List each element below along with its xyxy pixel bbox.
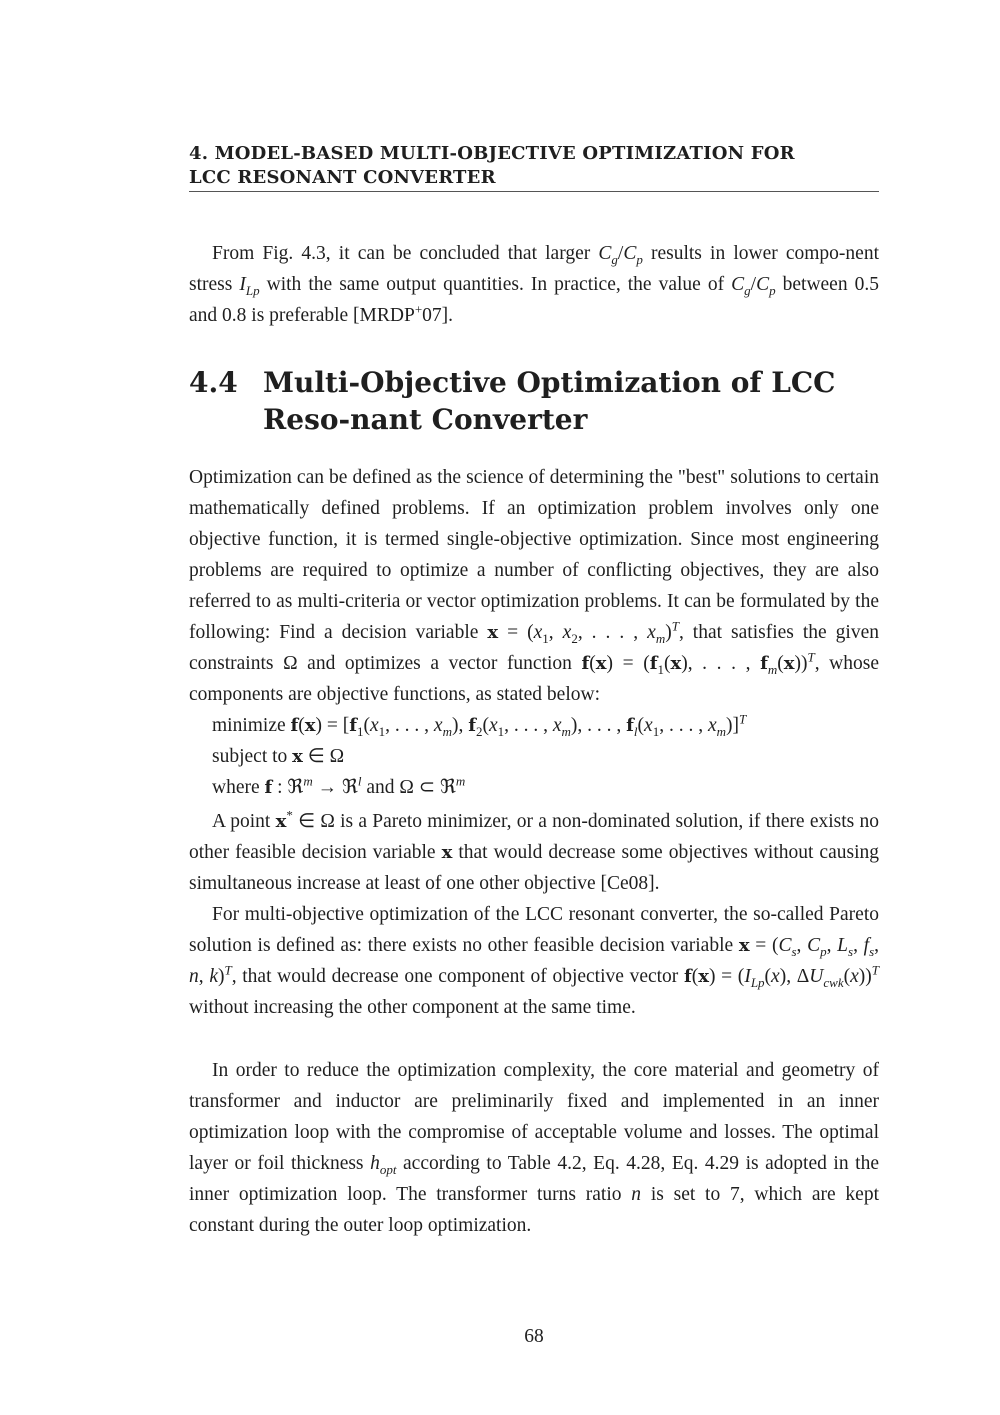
- intro-paragraph: From Fig. 4.3, it can be concluded that larger $C_g/C_p$ results in lower compo-nent stress $I_{Lp}$ with the same output quantities. In practice, the value of $C_g/C_p$ between 0.5 and 0.8 is preferable [MRDP+07].: [189, 243, 879, 326]
- math-x: x: [441, 842, 453, 863]
- page: [189, 0, 879, 1415]
- math-objective-vector: $f(x) = (I_{Lp}(x)$, $\Delta U_{cwk}(x))^T$: [683, 962, 879, 990]
- subject-to-statement: subject to x ∈ Ω: [212, 746, 345, 767]
- section-title: Multi-Objective Optimization of LCC Reso-nant Converter: [263, 366, 836, 436]
- section-number: 4.4: [189, 366, 238, 399]
- math-n: n: [631, 1184, 642, 1205]
- running-header-line-1: 4. MODEL-BASED MULTI-OBJECTIVE OPTIMIZATION FOR: [189, 143, 795, 164]
- body-paragraph: For multi-objective optimization of the LCC resonant converter, the so-called Pareto solution is defined as: there exists no other feasible decision variable $x = (C_s$, $C_p$, $L_s$, $f_s$, n, k)$^T$, that would decrease one component of objective vector $f(x) = (I_{Lp}(x)$, $\Delta U_{cwk}(x))^T$ without increasing the other component at the same time.: [189, 904, 880, 1018]
- math-f-vector: $f(x) = (f_1(x)$, . . . , $f_m(x))^T$: [581, 649, 815, 677]
- math-ilp: $I_{Lp}$: [239, 274, 260, 298]
- running-header-line-2: LCC RESONANT CONVERTER: [189, 167, 496, 188]
- running-header: [189, 142, 879, 190]
- math-decision-vector: $x = (C_s$, $C_p$, $L_s$, $f_s$, n, k)$^T$: [189, 935, 880, 987]
- minimize-statement: minimize $f(x) = [f_1(x_1$, . . . , $x_m$), $f_2(x_1$, . . . , $x_m$), . . . , $f_l(x_1$, . . . , $x_m)]^T$: [212, 711, 747, 739]
- math-x-vector: $x = (x_1$, $x_2$, . . . , $x_m)^T$: [487, 618, 679, 646]
- math-cg-over-cp: $C_g/C_p$: [731, 274, 776, 298]
- where-statement: where f : ℜ$^m$ → ℜ$^l$ and Ω ⊂ ℜ$^m$: [212, 773, 466, 798]
- header-rule: [189, 191, 879, 192]
- page-number: 68: [524, 1326, 544, 1347]
- body-paragraph: In order to reduce the optimization complexity, the core material and geometry of transformer and inductor are preliminarily fixed and implemented in an inner optimization loop with the compromise of acceptable volume and losses. The optimal layer or foil thickness $h_{opt}$ according to Table 4.2, Eq. 4.28, Eq. 4.29 is adopted in the inner optimization loop. The transformer turns ratio n is set to 7, which are kept constant during the outer loop optimization.: [189, 1060, 879, 1236]
- body-paragraph: Optimization can be defined as the science of determining the "best" solutions to certain mathematically defined problems. If an optimization problem involves only one objective function, it is termed single-objective optimization. Since most engineering problems are required to optimize a number of conflicting objectives, they are also referred to as multi-criteria or vector optimization problems. It can be formulated by the following: Find a decision variable $x = (x_1$, $x_2$, . . . , $x_m)^T$, that satisfies the given constraints Ω and optimizes a vector function $f(x) = (f_1(x)$, . . . , $f_m(x))^T$, whose components are objective functions, as stated below:: [189, 467, 880, 705]
- math-h-opt: $h_{opt}$: [370, 1153, 397, 1177]
- body-paragraph: A point x* ∈ Ω is a Pareto minimizer, or a non-dominated solution, if there exists no other feasible decision variable x that would decrease some objectives without causing simultaneous increase at least of one other objective [Ce08].: [189, 807, 879, 894]
- math-x-star: x* ∈ Ω: [275, 807, 335, 832]
- math-cg-over-cp: $C_g/C_p$: [598, 243, 643, 267]
